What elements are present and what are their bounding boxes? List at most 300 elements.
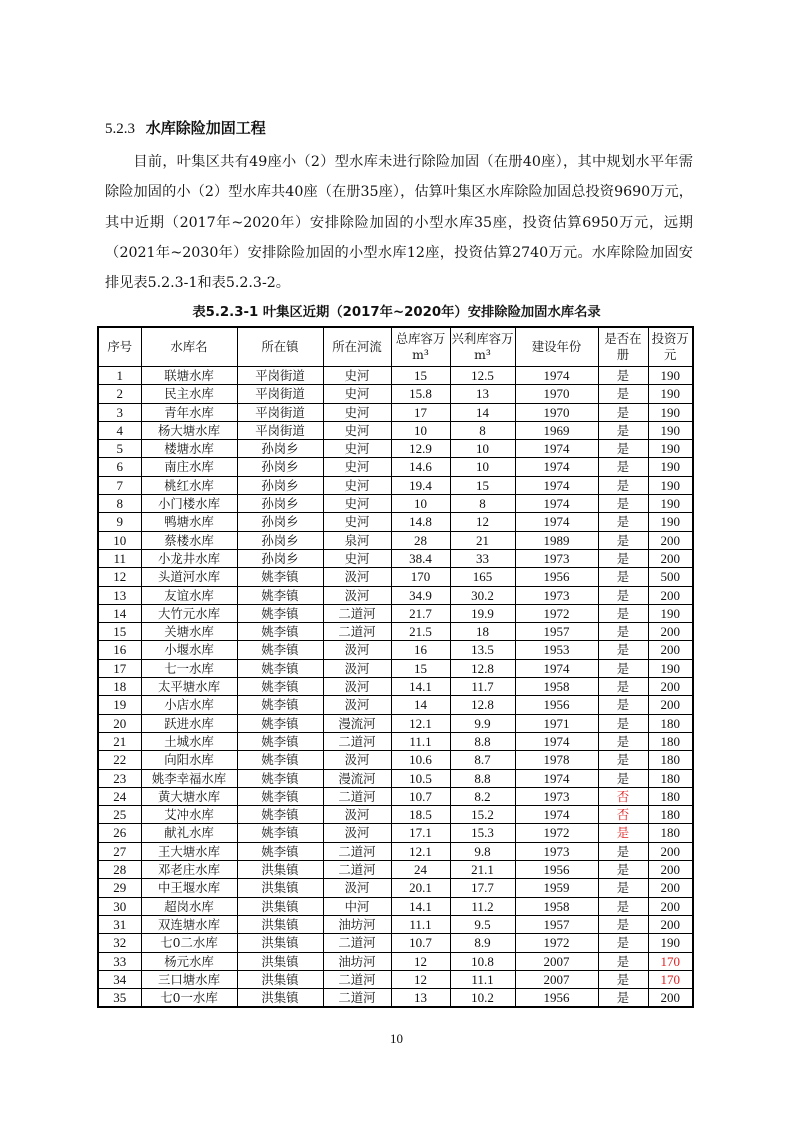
cell-investment: 200	[648, 861, 693, 879]
cell-river: 史河	[323, 403, 391, 421]
cell-river: 汲河	[323, 879, 391, 897]
header-total-capacity-label: 总库容万m³	[395, 331, 446, 362]
cell-total-capacity: 10	[391, 495, 450, 513]
cell-total-capacity: 14.6	[391, 458, 450, 476]
cell-town: 姚李镇	[237, 678, 323, 696]
cell-usable-capacity: 33	[450, 549, 515, 567]
table-row	[98, 586, 693, 604]
cell-investment: 180	[648, 732, 693, 750]
cell-total-capacity: 14	[391, 696, 450, 714]
cell-total-capacity: 15	[391, 367, 450, 385]
header-river-label: 所在河流	[332, 339, 382, 354]
cell-town: 姚李镇	[237, 623, 323, 641]
cell-registered: 是	[598, 879, 648, 897]
cell-usable-capacity: 12.5	[450, 367, 515, 385]
cell-total-capacity: 15.8	[391, 385, 450, 403]
cell-town: 姚李镇	[237, 732, 323, 750]
cell-registered: 否	[598, 787, 648, 805]
cell-river: 汲河	[323, 659, 391, 677]
cell-registered: 是	[598, 568, 648, 586]
cell-investment: 200	[648, 879, 693, 897]
section-heading	[105, 117, 266, 138]
cell-usable-capacity: 18	[450, 623, 515, 641]
cell-index: 35	[98, 989, 141, 1008]
cell-town: 平岗街道	[237, 421, 323, 439]
cell-investment: 190	[648, 476, 693, 494]
cell-year: 1970	[515, 385, 598, 403]
cell-usable-capacity: 11.2	[450, 897, 515, 915]
cell-investment: 200	[648, 678, 693, 696]
cell-town: 姚李镇	[237, 568, 323, 586]
cell-total-capacity: 12.9	[391, 440, 450, 458]
cell-index: 9	[98, 513, 141, 531]
cell-town: 平岗街道	[237, 385, 323, 403]
table-row	[98, 641, 693, 659]
cell-usable-capacity: 10	[450, 440, 515, 458]
cell-river: 二道河	[323, 861, 391, 879]
cell-registered: 是	[598, 586, 648, 604]
cell-year: 1970	[515, 403, 598, 421]
cell-total-capacity: 12.1	[391, 842, 450, 860]
cell-river: 二道河	[323, 732, 391, 750]
cell-year: 1974	[515, 732, 598, 750]
cell-total-capacity: 170	[391, 568, 450, 586]
cell-year: 1956	[515, 989, 598, 1008]
cell-year: 1972	[515, 934, 598, 952]
cell-investment: 200	[648, 641, 693, 659]
cell-total-capacity: 14.1	[391, 897, 450, 915]
cell-usable-capacity: 11.7	[450, 678, 515, 696]
cell-index: 31	[98, 915, 141, 933]
cell-river: 汲河	[323, 824, 391, 842]
cell-total-capacity: 12	[391, 970, 450, 988]
cell-investment: 180	[648, 824, 693, 842]
cell-name: 杨元水库	[141, 952, 237, 970]
cell-town: 洪集镇	[237, 915, 323, 933]
cell-usable-capacity: 8	[450, 495, 515, 513]
cell-investment: 180	[648, 751, 693, 769]
cell-registered: 是	[598, 476, 648, 494]
cell-name: 友谊水库	[141, 586, 237, 604]
cell-name: 杨大塘水库	[141, 421, 237, 439]
cell-river: 二道河	[323, 623, 391, 641]
cell-investment: 200	[648, 915, 693, 933]
cell-name: 跃进水库	[141, 714, 237, 732]
cell-total-capacity: 38.4	[391, 549, 450, 567]
cell-index: 20	[98, 714, 141, 732]
table-row	[98, 751, 693, 769]
cell-total-capacity: 18.5	[391, 806, 450, 824]
cell-river: 汲河	[323, 678, 391, 696]
cell-river: 汲河	[323, 568, 391, 586]
cell-total-capacity: 21.7	[391, 604, 450, 622]
cell-registered: 是	[598, 678, 648, 696]
cell-year: 1973	[515, 586, 598, 604]
cell-index: 33	[98, 952, 141, 970]
cell-name: 艾冲水库	[141, 806, 237, 824]
table-row	[98, 367, 693, 385]
cell-investment: 200	[648, 842, 693, 860]
reservoir-table	[97, 326, 694, 1008]
header-year-label: 建设年份	[531, 339, 582, 354]
cell-usable-capacity: 21	[450, 531, 515, 549]
cell-town: 洪集镇	[237, 952, 323, 970]
table-row	[98, 970, 693, 988]
cell-usable-capacity: 14	[450, 403, 515, 421]
cell-investment: 200	[648, 586, 693, 604]
cell-name: 小龙井水库	[141, 549, 237, 567]
table-row	[98, 824, 693, 842]
cell-year: 2007	[515, 952, 598, 970]
table-row	[98, 915, 693, 933]
cell-registered: 是	[598, 696, 648, 714]
cell-name: 双连塘水库	[141, 915, 237, 933]
cell-usable-capacity: 30.2	[450, 586, 515, 604]
cell-registered: 是	[598, 604, 648, 622]
cell-year: 1957	[515, 915, 598, 933]
table-row	[98, 531, 693, 549]
cell-name: 民主水库	[141, 385, 237, 403]
cell-registered: 是	[598, 440, 648, 458]
cell-investment: 180	[648, 714, 693, 732]
cell-year: 1974	[515, 806, 598, 824]
cell-year: 1978	[515, 751, 598, 769]
cell-index: 22	[98, 751, 141, 769]
cell-town: 姚李镇	[237, 806, 323, 824]
cell-index: 14	[98, 604, 141, 622]
cell-investment: 190	[648, 659, 693, 677]
cell-total-capacity: 16	[391, 641, 450, 659]
cell-registered: 是	[598, 732, 648, 750]
cell-town: 洪集镇	[237, 879, 323, 897]
cell-year: 1959	[515, 879, 598, 897]
cell-investment: 200	[648, 549, 693, 567]
cell-registered: 是	[598, 897, 648, 915]
section-title: 水库除险加固工程	[145, 119, 266, 137]
cell-registered: 否	[598, 806, 648, 824]
header-year	[515, 327, 598, 367]
cell-registered: 是	[598, 403, 648, 421]
table-row	[98, 787, 693, 805]
cell-name: 王大塘水库	[141, 842, 237, 860]
cell-town: 姚李镇	[237, 842, 323, 860]
cell-registered: 是	[598, 367, 648, 385]
cell-town: 孙岗乡	[237, 476, 323, 494]
cell-usable-capacity: 21.1	[450, 861, 515, 879]
cell-index: 13	[98, 586, 141, 604]
cell-registered: 是	[598, 915, 648, 933]
cell-index: 25	[98, 806, 141, 824]
cell-year: 1958	[515, 897, 598, 915]
cell-town: 平岗街道	[237, 367, 323, 385]
table-row	[98, 568, 693, 586]
cell-investment: 190	[648, 495, 693, 513]
cell-registered: 是	[598, 421, 648, 439]
cell-name: 楼塘水库	[141, 440, 237, 458]
header-town-label: 所在镇	[261, 339, 299, 354]
table-row	[98, 458, 693, 476]
cell-town: 姚李镇	[237, 787, 323, 805]
cell-name: 小堰水库	[141, 641, 237, 659]
cell-registered: 是	[598, 861, 648, 879]
cell-river: 史河	[323, 549, 391, 567]
cell-usable-capacity: 8.9	[450, 934, 515, 952]
table-row	[98, 989, 693, 1008]
cell-investment: 200	[648, 989, 693, 1008]
cell-investment: 500	[648, 568, 693, 586]
header-investment-label: 投资万元	[651, 331, 689, 362]
cell-investment: 190	[648, 403, 693, 421]
cell-river: 漫流河	[323, 714, 391, 732]
cell-name: 头道河水库	[141, 568, 237, 586]
cell-usable-capacity: 9.5	[450, 915, 515, 933]
cell-name: 小门楼水库	[141, 495, 237, 513]
cell-year: 1956	[515, 861, 598, 879]
cell-usable-capacity: 8	[450, 421, 515, 439]
cell-town: 姚李镇	[237, 604, 323, 622]
cell-town: 孙岗乡	[237, 495, 323, 513]
cell-name: 蔡楼水库	[141, 531, 237, 549]
cell-year: 1971	[515, 714, 598, 732]
cell-usable-capacity: 15.2	[450, 806, 515, 824]
cell-river: 二道河	[323, 842, 391, 860]
cell-total-capacity: 14.1	[391, 678, 450, 696]
cell-year: 1957	[515, 623, 598, 641]
cell-investment: 190	[648, 604, 693, 622]
cell-investment: 190	[648, 367, 693, 385]
cell-registered: 是	[598, 714, 648, 732]
cell-total-capacity: 10	[391, 421, 450, 439]
cell-year: 1974	[515, 769, 598, 787]
cell-name: 黄大塘水库	[141, 787, 237, 805]
cell-year: 1974	[515, 458, 598, 476]
cell-river: 史河	[323, 367, 391, 385]
cell-river: 汲河	[323, 586, 391, 604]
cell-total-capacity: 12.1	[391, 714, 450, 732]
cell-usable-capacity: 10.2	[450, 989, 515, 1008]
cell-index: 17	[98, 659, 141, 677]
cell-year: 1972	[515, 824, 598, 842]
cell-registered: 是	[598, 824, 648, 842]
cell-index: 23	[98, 769, 141, 787]
cell-name: 七0一水库	[141, 989, 237, 1008]
cell-index: 24	[98, 787, 141, 805]
cell-investment: 190	[648, 421, 693, 439]
cell-investment: 180	[648, 769, 693, 787]
cell-index: 18	[98, 678, 141, 696]
cell-year: 1973	[515, 549, 598, 567]
cell-index: 21	[98, 732, 141, 750]
cell-river: 油坊河	[323, 952, 391, 970]
cell-name: 小店水库	[141, 696, 237, 714]
cell-river: 汲河	[323, 806, 391, 824]
table-row	[98, 897, 693, 915]
cell-year: 1973	[515, 787, 598, 805]
table-caption: 表5.2.3-1 叶集区近期（2017年~2020年）安排除险加固水库名录	[192, 305, 601, 320]
cell-total-capacity: 13	[391, 989, 450, 1008]
cell-usable-capacity: 8.8	[450, 732, 515, 750]
table-row	[98, 476, 693, 494]
cell-index: 26	[98, 824, 141, 842]
cell-usable-capacity: 10	[450, 458, 515, 476]
section-number: 5.2.3	[105, 121, 135, 137]
cell-name: 联塘水库	[141, 367, 237, 385]
cell-index: 5	[98, 440, 141, 458]
cell-river: 油坊河	[323, 915, 391, 933]
cell-registered: 是	[598, 385, 648, 403]
cell-town: 姚李镇	[237, 751, 323, 769]
cell-investment: 190	[648, 440, 693, 458]
cell-year: 1958	[515, 678, 598, 696]
cell-usable-capacity: 12.8	[450, 659, 515, 677]
header-town	[237, 327, 323, 367]
cell-investment: 180	[648, 806, 693, 824]
table-row	[98, 549, 693, 567]
cell-registered: 是	[598, 842, 648, 860]
cell-investment: 200	[648, 623, 693, 641]
cell-total-capacity: 14.8	[391, 513, 450, 531]
cell-investment: 200	[648, 897, 693, 915]
cell-usable-capacity: 9.8	[450, 842, 515, 860]
cell-name: 姚李幸福水库	[141, 769, 237, 787]
cell-usable-capacity: 12.8	[450, 696, 515, 714]
table-row	[98, 714, 693, 732]
table-row	[98, 879, 693, 897]
cell-town: 洪集镇	[237, 897, 323, 915]
cell-registered: 是	[598, 659, 648, 677]
table-row	[98, 495, 693, 513]
cell-index: 32	[98, 934, 141, 952]
cell-usable-capacity: 8.8	[450, 769, 515, 787]
cell-river: 二道河	[323, 787, 391, 805]
cell-name: 献礼水库	[141, 824, 237, 842]
cell-name: 关塘水库	[141, 623, 237, 641]
cell-usable-capacity: 12	[450, 513, 515, 531]
cell-total-capacity: 10.7	[391, 934, 450, 952]
cell-river: 史河	[323, 458, 391, 476]
cell-index: 2	[98, 385, 141, 403]
cell-investment: 190	[648, 458, 693, 476]
table-row	[98, 623, 693, 641]
cell-town: 孙岗乡	[237, 549, 323, 567]
cell-index: 3	[98, 403, 141, 421]
cell-year: 1974	[515, 513, 598, 531]
table-row	[98, 513, 693, 531]
table-row	[98, 604, 693, 622]
cell-town: 姚李镇	[237, 586, 323, 604]
cell-total-capacity: 28	[391, 531, 450, 549]
cell-index: 11	[98, 549, 141, 567]
table-row	[98, 861, 693, 879]
cell-registered: 是	[598, 934, 648, 952]
cell-investment: 200	[648, 696, 693, 714]
cell-index: 4	[98, 421, 141, 439]
cell-total-capacity: 17.1	[391, 824, 450, 842]
header-river	[323, 327, 391, 367]
cell-registered: 是	[598, 989, 648, 1008]
cell-name: 七0二水库	[141, 934, 237, 952]
cell-name: 七一水库	[141, 659, 237, 677]
cell-river: 二道河	[323, 989, 391, 1008]
cell-year: 1974	[515, 495, 598, 513]
cell-town: 姚李镇	[237, 824, 323, 842]
cell-registered: 是	[598, 641, 648, 659]
header-name	[141, 327, 237, 367]
table-row	[98, 678, 693, 696]
table-header-row	[98, 327, 693, 367]
cell-town: 洪集镇	[237, 861, 323, 879]
cell-total-capacity: 10.7	[391, 787, 450, 805]
cell-registered: 是	[598, 495, 648, 513]
cell-river: 汲河	[323, 751, 391, 769]
table-row	[98, 421, 693, 439]
page-number: 10	[390, 1031, 403, 1046]
cell-town: 姚李镇	[237, 714, 323, 732]
table-row	[98, 952, 693, 970]
cell-investment: 170	[648, 970, 693, 988]
cell-town: 姚李镇	[237, 641, 323, 659]
cell-name: 鸭塘水库	[141, 513, 237, 531]
cell-year: 1989	[515, 531, 598, 549]
cell-town: 孙岗乡	[237, 458, 323, 476]
cell-river: 史河	[323, 495, 391, 513]
cell-total-capacity: 21.5	[391, 623, 450, 641]
cell-name: 邓老庄水库	[141, 861, 237, 879]
cell-index: 19	[98, 696, 141, 714]
cell-total-capacity: 15	[391, 659, 450, 677]
cell-town: 洪集镇	[237, 934, 323, 952]
cell-river: 史河	[323, 513, 391, 531]
cell-name: 超岗水库	[141, 897, 237, 915]
cell-total-capacity: 10.6	[391, 751, 450, 769]
cell-index: 1	[98, 367, 141, 385]
cell-total-capacity: 11.1	[391, 915, 450, 933]
cell-index: 7	[98, 476, 141, 494]
cell-usable-capacity: 9.9	[450, 714, 515, 732]
cell-index: 34	[98, 970, 141, 988]
cell-river: 漫流河	[323, 769, 391, 787]
cell-year: 1974	[515, 440, 598, 458]
cell-name: 向阳水库	[141, 751, 237, 769]
table-row	[98, 842, 693, 860]
cell-usable-capacity: 11.1	[450, 970, 515, 988]
cell-name: 土城水库	[141, 732, 237, 750]
cell-year: 1953	[515, 641, 598, 659]
table-row	[98, 696, 693, 714]
cell-river: 二道河	[323, 934, 391, 952]
cell-town: 姚李镇	[237, 769, 323, 787]
cell-usable-capacity: 19.9	[450, 604, 515, 622]
cell-town: 平岗街道	[237, 403, 323, 421]
cell-usable-capacity: 165	[450, 568, 515, 586]
table-row	[98, 659, 693, 677]
cell-name: 中王堰水库	[141, 879, 237, 897]
cell-investment: 190	[648, 934, 693, 952]
header-name-label: 水库名	[170, 339, 208, 354]
cell-year: 1974	[515, 367, 598, 385]
cell-year: 1956	[515, 568, 598, 586]
section-paragraph: 目前，叶集区共有49座小（2）型水库未进行除险加固（在册40座），其中规划水平年需除险加固的小（2）型水库共40座（在册35座），估算叶集区水库除险加固总投资9690万元，其中近期（2017年~2020年）安排除险加固的小型水库35座，投资估算6950万元，远期（2021年~2030年）安排除险加固的小型水库12座，投资估算2740万元。水库除险加固安排见表5.2.3-1和表5.2.3-2。	[105, 154, 693, 292]
cell-usable-capacity: 17.7	[450, 879, 515, 897]
cell-town: 姚李镇	[237, 696, 323, 714]
cell-registered: 是	[598, 549, 648, 567]
cell-total-capacity: 34.9	[391, 586, 450, 604]
table-row	[98, 440, 693, 458]
cell-index: 15	[98, 623, 141, 641]
cell-total-capacity: 17	[391, 403, 450, 421]
cell-index: 6	[98, 458, 141, 476]
cell-town: 孙岗乡	[237, 531, 323, 549]
